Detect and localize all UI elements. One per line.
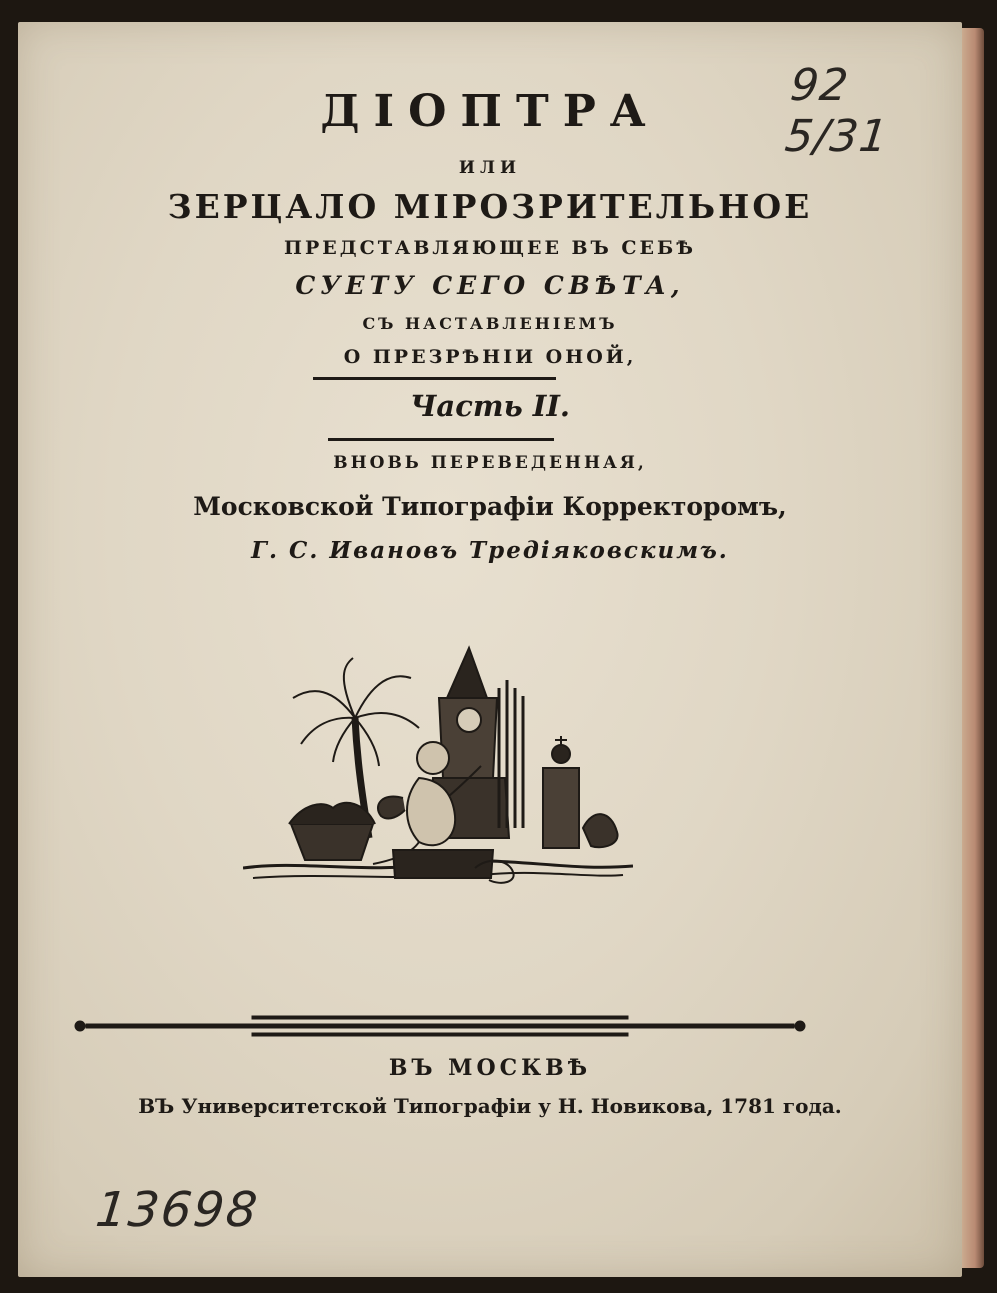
title-conjunction: ИЛИ — [458, 158, 522, 178]
subtitle-line-instruction: СЪ НАСТАВЛЕНІЕМЪ — [362, 314, 618, 333]
decorative-border-rule — [72, 1014, 808, 1038]
engraved-vignette-image — [243, 628, 633, 886]
translation-note: ВНОВЬ ПЕРЕВЕДЕННАЯ, — [333, 453, 647, 473]
divider-rule-top — [313, 377, 556, 380]
subtitle-line-contempt: О ПРЕЗРѢНІИ ОНОЙ, — [343, 346, 637, 368]
inventory-number: 13698 — [93, 1182, 262, 1238]
shelf-mark: 92 5/31 — [782, 60, 891, 162]
part-label: Часть II. — [409, 389, 571, 423]
book-title: ДІОПТРА — [320, 86, 660, 137]
subtitle-line-representing: ПРЕДСТАВЛЯЮЩЕЕ ВЪ СЕБѢ — [284, 237, 696, 259]
subtitle-line-vanity: СУЕТУ СЕГО СВѢТА, — [295, 271, 685, 300]
translator-role: Московской Типографіи Корректоромъ, — [193, 492, 787, 521]
book-subtitle: ЗЕРЦАЛО МІРОЗРИТЕЛЬНОЕ — [167, 187, 813, 226]
divider-rule-bottom — [328, 438, 554, 441]
translator-name: Г. С. Ивановъ Тредіяковскимъ. — [251, 537, 729, 564]
title-page — [18, 22, 962, 1277]
imprint-city: ВЪ МОСКВѢ — [388, 1055, 592, 1081]
imprint-press: ВЪ Университетской Типографіи у Н. Новикова, 1781 года. — [138, 1094, 842, 1118]
